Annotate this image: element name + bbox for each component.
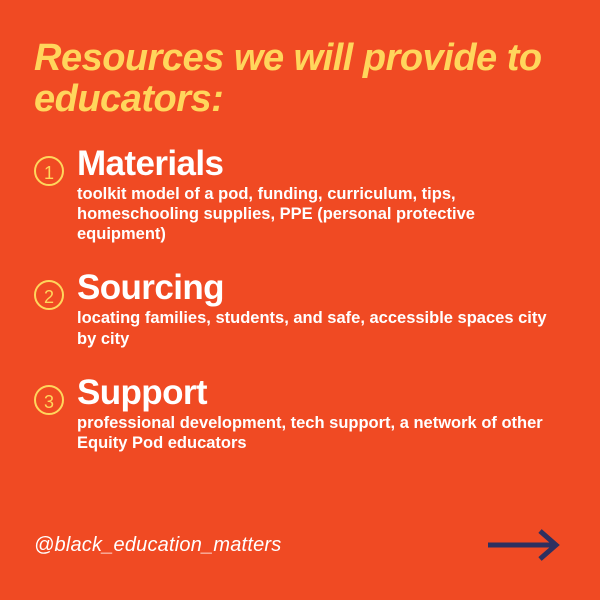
social-handle: @black_education_matters xyxy=(34,533,282,556)
list-item-title: Support xyxy=(77,372,207,412)
list-item-description: locating families, students, and safe, accessible spaces city by city xyxy=(77,309,547,348)
slide-footer xyxy=(34,528,566,562)
list-item xyxy=(34,270,566,348)
page-title: Resources we will provide to educators: xyxy=(34,37,542,121)
list-item-title: Sourcing xyxy=(77,268,224,308)
list-item-title: Materials xyxy=(77,144,224,184)
list-item-description: professional development, tech support, a network of other Equity Pod educators xyxy=(77,413,543,452)
arrow-right-icon[interactable] xyxy=(486,528,566,562)
list-item xyxy=(34,146,566,244)
list-item-number-badge: 3 xyxy=(34,385,64,415)
list-item-body xyxy=(77,146,566,244)
list-item-body xyxy=(77,372,566,453)
list-item-number-badge: 2 xyxy=(34,280,64,310)
list-item-number-badge: 1 xyxy=(34,156,64,186)
list-item-description: toolkit model of a pod, funding, curriculum, tips, homeschooling supplies, PPE (personal protective equipment) xyxy=(77,185,475,244)
list-item xyxy=(34,372,566,453)
resource-list xyxy=(34,146,566,453)
list-item-body xyxy=(77,270,566,348)
